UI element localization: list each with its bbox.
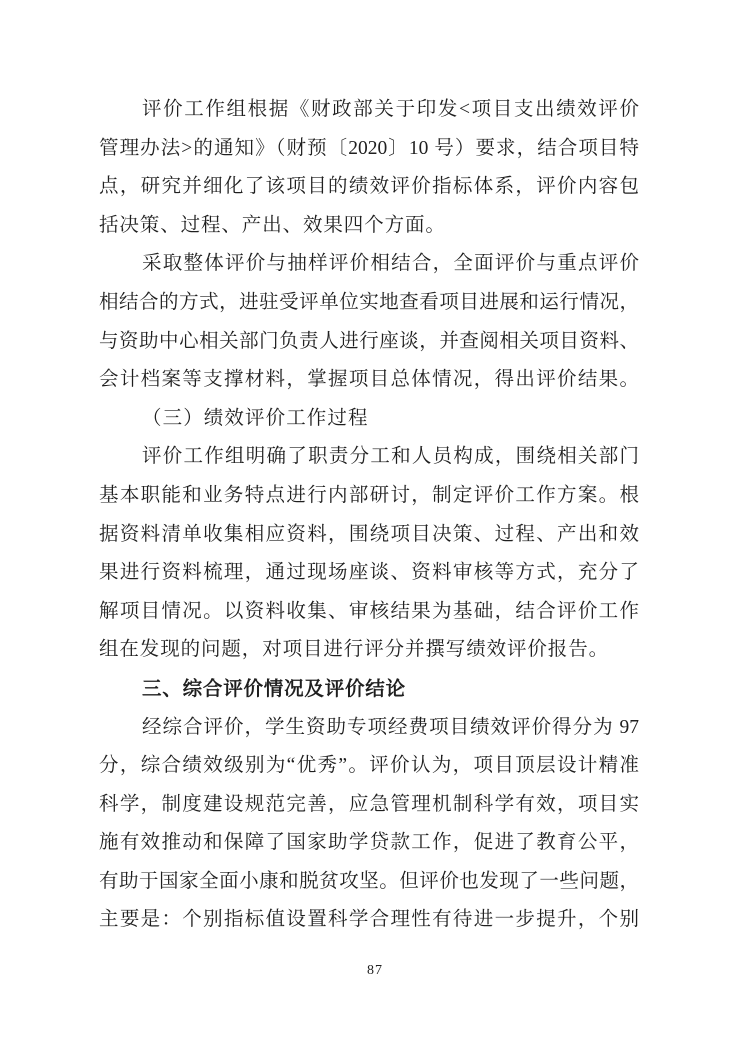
text-line: 评价工作组根据《财政部关于印发<项目支出绩效评价 <box>142 99 639 120</box>
text-line: 科学，制度建设规范完善，应急管理机制科学有效，项目实 <box>99 793 639 815</box>
text-line: 果进行资料梳理，通过现场座谈、资料审核等方式，充分了 <box>99 562 639 584</box>
text-line: 点，研究并细化了该项目的绩效评价指标体系，评价内容包 <box>99 176 639 198</box>
text-line: 组在发现的问题，对项目进行评分并撰写绩效评价报告。 <box>99 639 610 661</box>
page-number: 87 <box>367 963 383 978</box>
text-line: 管理办法>的通知》（财预〔2020〕10 号）要求，结合项目特 <box>99 137 639 159</box>
text-line: 基本职能和业务特点进行内部研讨，制定评价工作方案。根 <box>99 484 639 506</box>
text-line: 主要是：个别指标值设置科学合理性有待进一步提升，个别 <box>99 909 639 931</box>
text-line: 采取整体评价与抽样评价相结合，全面评价与重点评价 <box>142 253 639 275</box>
text-line: 经综合评价，学生资助专项经费项目绩效评价得分为 97 <box>142 716 639 738</box>
text-line: 解项目情况。以资料收集、审核结果为基础，结合评价工作 <box>99 600 639 622</box>
text-line: 相结合的方式，进驻受评单位实地查看项目进展和运行情况， <box>99 291 639 313</box>
section-heading: 三、综合评价情况及评价结论 <box>142 677 406 700</box>
document-body <box>99 91 639 940</box>
text-line: 与资助中心相关部门负责人进行座谈，并查阅相关项目资料、 <box>99 330 639 352</box>
text-line: 评价工作组明确了职责分工和人员构成，围绕相关部门 <box>142 446 639 468</box>
text-line: 据资料清单收集相应资料，围绕项目决策、过程、产出和效 <box>99 523 639 545</box>
text-line: 施有效推动和保障了国家助学贷款工作，促进了教育公平， <box>99 832 639 854</box>
text-line: 分，综合绩效级别为“优秀”。评价认为，项目顶层设计精准 <box>99 755 639 777</box>
text-line: 括决策、过程、产出、效果四个方面。 <box>99 214 446 236</box>
subsection-heading: （三）绩效评价工作过程 <box>142 407 369 429</box>
text-line: 会计档案等支撑材料，掌握项目总体情况，得出评价结果。 <box>99 369 639 391</box>
text-line: 有助于国家全面小康和脱贫攻坚。但评价也发现了一些问题， <box>99 870 639 892</box>
